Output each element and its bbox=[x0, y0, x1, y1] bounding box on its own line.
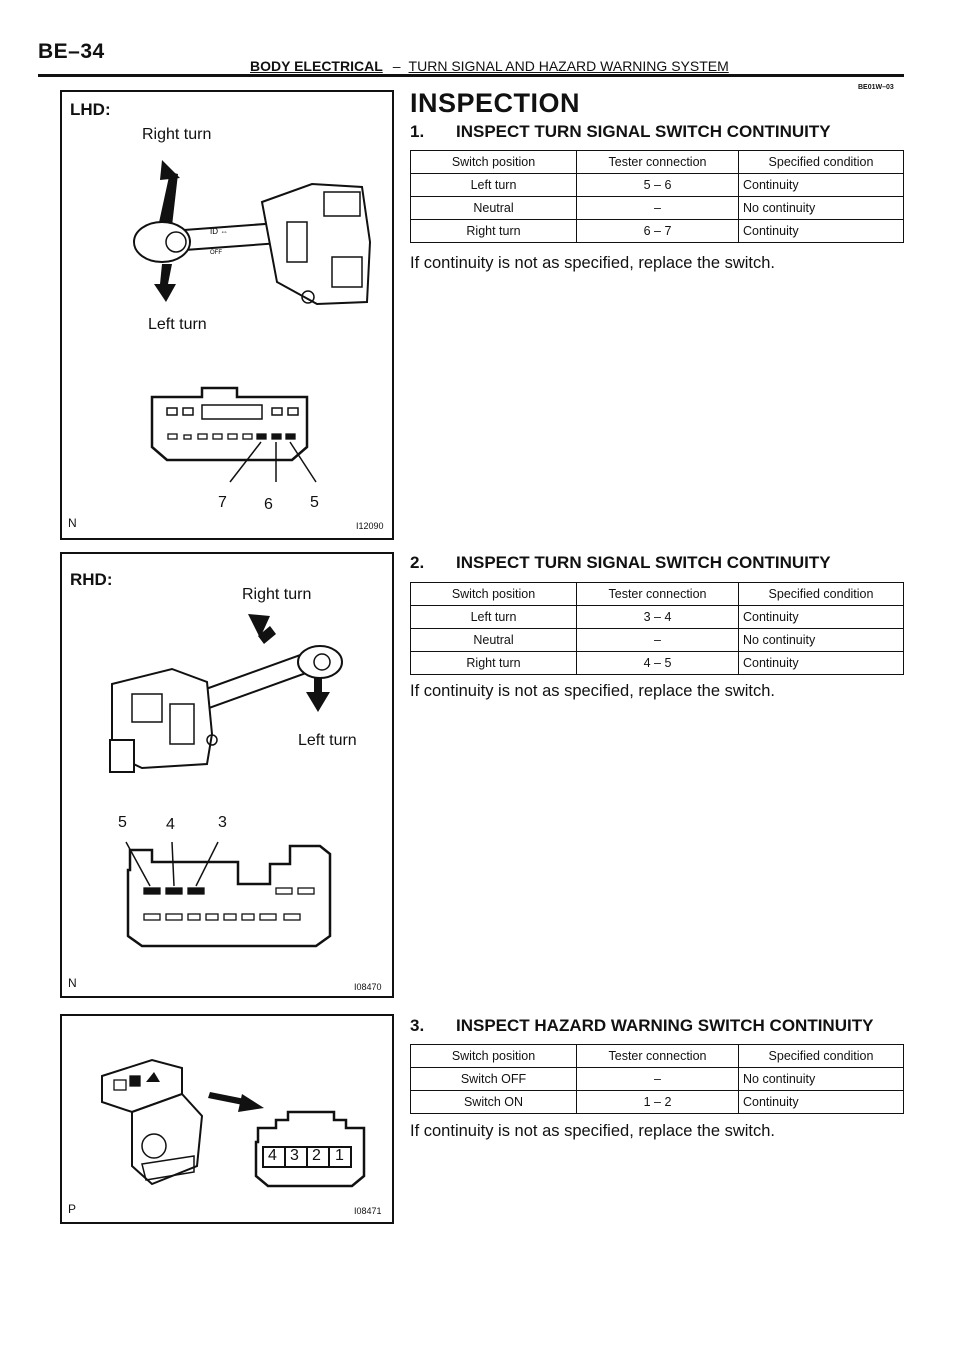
svg-text:ID ⇔: ID ⇔ bbox=[210, 227, 229, 236]
cell-condition: No continuity bbox=[739, 629, 904, 652]
step-1-heading bbox=[410, 122, 831, 142]
header-tester-connection: Tester connection bbox=[577, 151, 739, 174]
subsection-title: TURN SIGNAL AND HAZARD WARNING SYSTEM bbox=[408, 58, 729, 74]
cell-position: Neutral bbox=[411, 197, 577, 220]
svg-text:OFF: OFF bbox=[210, 250, 222, 256]
lhd-corner-mark: N bbox=[68, 516, 77, 530]
table-header-row bbox=[411, 583, 904, 606]
rhd-pin-4: 4 bbox=[166, 816, 175, 833]
cell-connection: – bbox=[577, 197, 739, 220]
lever-knob bbox=[134, 222, 190, 262]
cell-connection: – bbox=[577, 629, 739, 652]
hazard-figure bbox=[60, 1014, 394, 1224]
rhd-figure bbox=[60, 552, 394, 998]
cell-condition: Continuity bbox=[739, 606, 904, 629]
lhd-illustration bbox=[62, 92, 392, 538]
hazard-corner-mark: P bbox=[68, 1202, 77, 1216]
header-tester-connection: Tester connection bbox=[577, 583, 739, 606]
step-2-heading bbox=[410, 553, 831, 573]
arrow-down-icon bbox=[160, 264, 172, 284]
step-1-table bbox=[410, 150, 904, 243]
cell-connection: 4 – 5 bbox=[577, 652, 739, 675]
table-row bbox=[411, 1068, 904, 1091]
cell-connection: 1 – 2 bbox=[577, 1091, 739, 1114]
section-title: BODY ELECTRICAL bbox=[250, 58, 383, 74]
step-3-heading bbox=[410, 1016, 873, 1036]
header-specified-condition: Specified condition bbox=[739, 583, 904, 606]
arrow-right-head-icon bbox=[238, 1094, 264, 1112]
arrow-up-head-icon bbox=[160, 160, 180, 180]
document-code: BE01W–03 bbox=[858, 84, 894, 91]
hazard-switch-body bbox=[132, 1094, 202, 1184]
lhd-pin-7: 7 bbox=[218, 494, 227, 511]
header-switch-position: Switch position bbox=[411, 583, 577, 606]
step-1-title: INSPECT TURN SIGNAL SWITCH CONTINUITY bbox=[456, 122, 831, 141]
table-row bbox=[411, 1091, 904, 1114]
lhd-right-turn-label: Right turn bbox=[142, 126, 212, 143]
rhd-illustration bbox=[62, 554, 392, 996]
rhd-corner-mark: N bbox=[68, 976, 77, 990]
cell-position: Left turn bbox=[411, 174, 577, 197]
step-3-number: 3. bbox=[410, 1016, 425, 1035]
step-2-note: If continuity is not as specified, replace the switch. bbox=[410, 682, 776, 700]
lever-knob bbox=[298, 646, 342, 678]
step-1-number: 1. bbox=[410, 122, 425, 141]
cell-condition: Continuity bbox=[739, 220, 904, 243]
cell-connection: 5 – 6 bbox=[577, 174, 739, 197]
step-2-number: 2. bbox=[410, 553, 425, 572]
table-header-row bbox=[411, 151, 904, 174]
table-row bbox=[411, 606, 904, 629]
cell-position: Right turn bbox=[411, 652, 577, 675]
step-3-note: If continuity is not as specified, replace the switch. bbox=[410, 1122, 776, 1140]
cell-position: Left turn bbox=[411, 606, 577, 629]
lhd-figure bbox=[60, 90, 394, 540]
cell-condition: Continuity bbox=[739, 1091, 904, 1114]
cell-condition: Continuity bbox=[739, 174, 904, 197]
table-row bbox=[411, 629, 904, 652]
header-separator: – bbox=[392, 58, 401, 74]
lhd-figure-id: I12090 bbox=[356, 521, 384, 531]
rhd-left-turn-label: Left turn bbox=[298, 732, 357, 749]
cell-position: Right turn bbox=[411, 220, 577, 243]
hazard-pin-1: 1 bbox=[335, 1147, 344, 1164]
switch-body bbox=[262, 184, 370, 304]
running-header bbox=[250, 58, 729, 74]
lhd-heading: LHD: bbox=[70, 100, 111, 119]
header-switch-position: Switch position bbox=[411, 1045, 577, 1068]
hazard-pin-3: 3 bbox=[290, 1147, 299, 1164]
rhd-figure-id: I08470 bbox=[354, 982, 382, 992]
rhd-pin-5: 5 bbox=[118, 814, 127, 831]
table-row bbox=[411, 652, 904, 675]
table-header-row bbox=[411, 1045, 904, 1068]
rhd-heading: RHD: bbox=[70, 570, 113, 589]
step-2-title: INSPECT TURN SIGNAL SWITCH CONTINUITY bbox=[456, 553, 831, 572]
lhd-left-turn-label: Left turn bbox=[148, 316, 207, 333]
cell-condition: Continuity bbox=[739, 652, 904, 675]
cell-connection: 3 – 4 bbox=[577, 606, 739, 629]
step-3-title: INSPECT HAZARD WARNING SWITCH CONTINUITY bbox=[456, 1016, 874, 1035]
step-2-table bbox=[410, 582, 904, 675]
header-rule bbox=[38, 74, 904, 77]
arrow-up-icon bbox=[158, 172, 178, 227]
header-specified-condition: Specified condition bbox=[739, 1045, 904, 1068]
cell-connection: 6 – 7 bbox=[577, 220, 739, 243]
lhd-pin-5: 5 bbox=[310, 494, 319, 511]
header-specified-condition: Specified condition bbox=[739, 151, 904, 174]
table-row bbox=[411, 174, 904, 197]
rhd-pin-3: 3 bbox=[218, 814, 227, 831]
header-tester-connection: Tester connection bbox=[577, 1045, 739, 1068]
hazard-pin-4: 4 bbox=[268, 1147, 277, 1164]
table-row bbox=[411, 220, 904, 243]
inspection-heading: INSPECTION bbox=[410, 88, 581, 118]
step-1-note: If continuity is not as specified, replace the switch. bbox=[410, 254, 776, 272]
hazard-pin-2: 2 bbox=[312, 1147, 321, 1164]
connector-outline bbox=[152, 388, 307, 460]
lhd-pin-6: 6 bbox=[264, 496, 273, 513]
cell-position: Neutral bbox=[411, 629, 577, 652]
connector-outline bbox=[128, 846, 330, 946]
cell-position: Switch OFF bbox=[411, 1068, 577, 1091]
cell-condition: No continuity bbox=[739, 1068, 904, 1091]
hazard-illustration bbox=[62, 1016, 392, 1222]
page-number: BE–34 bbox=[38, 40, 105, 63]
table-row bbox=[411, 197, 904, 220]
cell-connection: – bbox=[577, 1068, 739, 1091]
header-switch-position: Switch position bbox=[411, 151, 577, 174]
cell-condition: No continuity bbox=[739, 197, 904, 220]
cell-position: Switch ON bbox=[411, 1091, 577, 1114]
step-3-table bbox=[410, 1044, 904, 1114]
arrow-down-head-icon bbox=[306, 692, 330, 712]
hazard-figure-id: I08471 bbox=[354, 1206, 382, 1216]
arrow-down-head-icon bbox=[154, 284, 176, 302]
rhd-right-turn-label: Right turn bbox=[242, 586, 312, 603]
